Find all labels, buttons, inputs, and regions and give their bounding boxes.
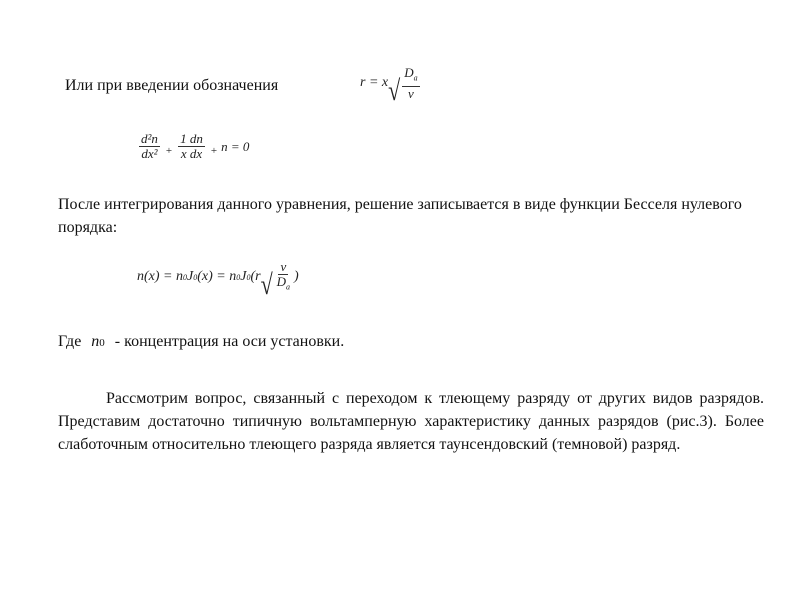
notation-lhs: r = x bbox=[360, 75, 389, 91]
eq2-lhs: n(x) = n bbox=[137, 269, 183, 285]
eq1-term1-den: dx² bbox=[141, 146, 158, 161]
eq2-j2: J bbox=[240, 269, 247, 285]
eq1-term2 bbox=[178, 132, 205, 161]
notation-num-sub: a bbox=[413, 73, 418, 83]
eq1-term2-den: x dx bbox=[180, 146, 203, 161]
sqrt-sign-icon: √ bbox=[260, 267, 273, 301]
eq1-term2-num: 1 dn bbox=[180, 131, 203, 146]
intro-text: Или при введении обозначения bbox=[65, 77, 279, 94]
eq2-num: v bbox=[280, 259, 287, 274]
eq2-fraction bbox=[275, 260, 292, 295]
sqrt-sign-icon: √ bbox=[388, 73, 401, 107]
eq2-close: ) bbox=[294, 269, 299, 285]
definition-prefix: Где bbox=[58, 333, 82, 350]
eq1-plus2: + bbox=[210, 144, 218, 157]
eq1-rest: n = 0 bbox=[221, 138, 250, 154]
notation-sqrt bbox=[388, 65, 421, 107]
eq2-den: D bbox=[276, 274, 287, 289]
eq2-j1: J bbox=[187, 269, 194, 285]
definition-symbol-sub: 0 bbox=[99, 337, 105, 349]
paragraph-discharge: Рассмотрим вопрос, связанный с переходом к тлеющему разряду от других видов разрядов. Представим достаточно типичную вольтамперную характеристику данных разрядов (рис.3). Более слаботочным относительно тлеющего разряда является таунсендовский (темновой) разряд. bbox=[58, 390, 764, 453]
notation-den: v bbox=[407, 85, 414, 101]
eq2-open: (r bbox=[250, 269, 261, 285]
notation-num: D bbox=[404, 65, 414, 80]
eq2-sqrt bbox=[260, 259, 294, 301]
eq2-mid: (x) = n bbox=[197, 269, 237, 285]
eq1-term1 bbox=[139, 132, 160, 161]
definition-symbol: n bbox=[91, 333, 100, 350]
eq1-term1-num: d²n bbox=[141, 131, 158, 146]
definition-text: - концентрация на оси установки. bbox=[114, 333, 345, 350]
notation-formula bbox=[360, 65, 422, 107]
eq1-plus1: + bbox=[165, 144, 173, 157]
eq2-den-sub: a bbox=[286, 282, 291, 292]
paragraph-bessel: После интегрирования данного уравнения, решение записывается в виде функции Бесселя нулевого порядка: bbox=[58, 196, 742, 236]
definition-line bbox=[58, 330, 344, 355]
bessel-solution-formula: n(x) = n 0 J 0 (x) = n 0 J 0 (r √ $\frac{v}{D_a}$ ) bbox=[137, 259, 299, 301]
notation-fraction bbox=[402, 66, 419, 101]
differential-equation bbox=[137, 132, 249, 161]
